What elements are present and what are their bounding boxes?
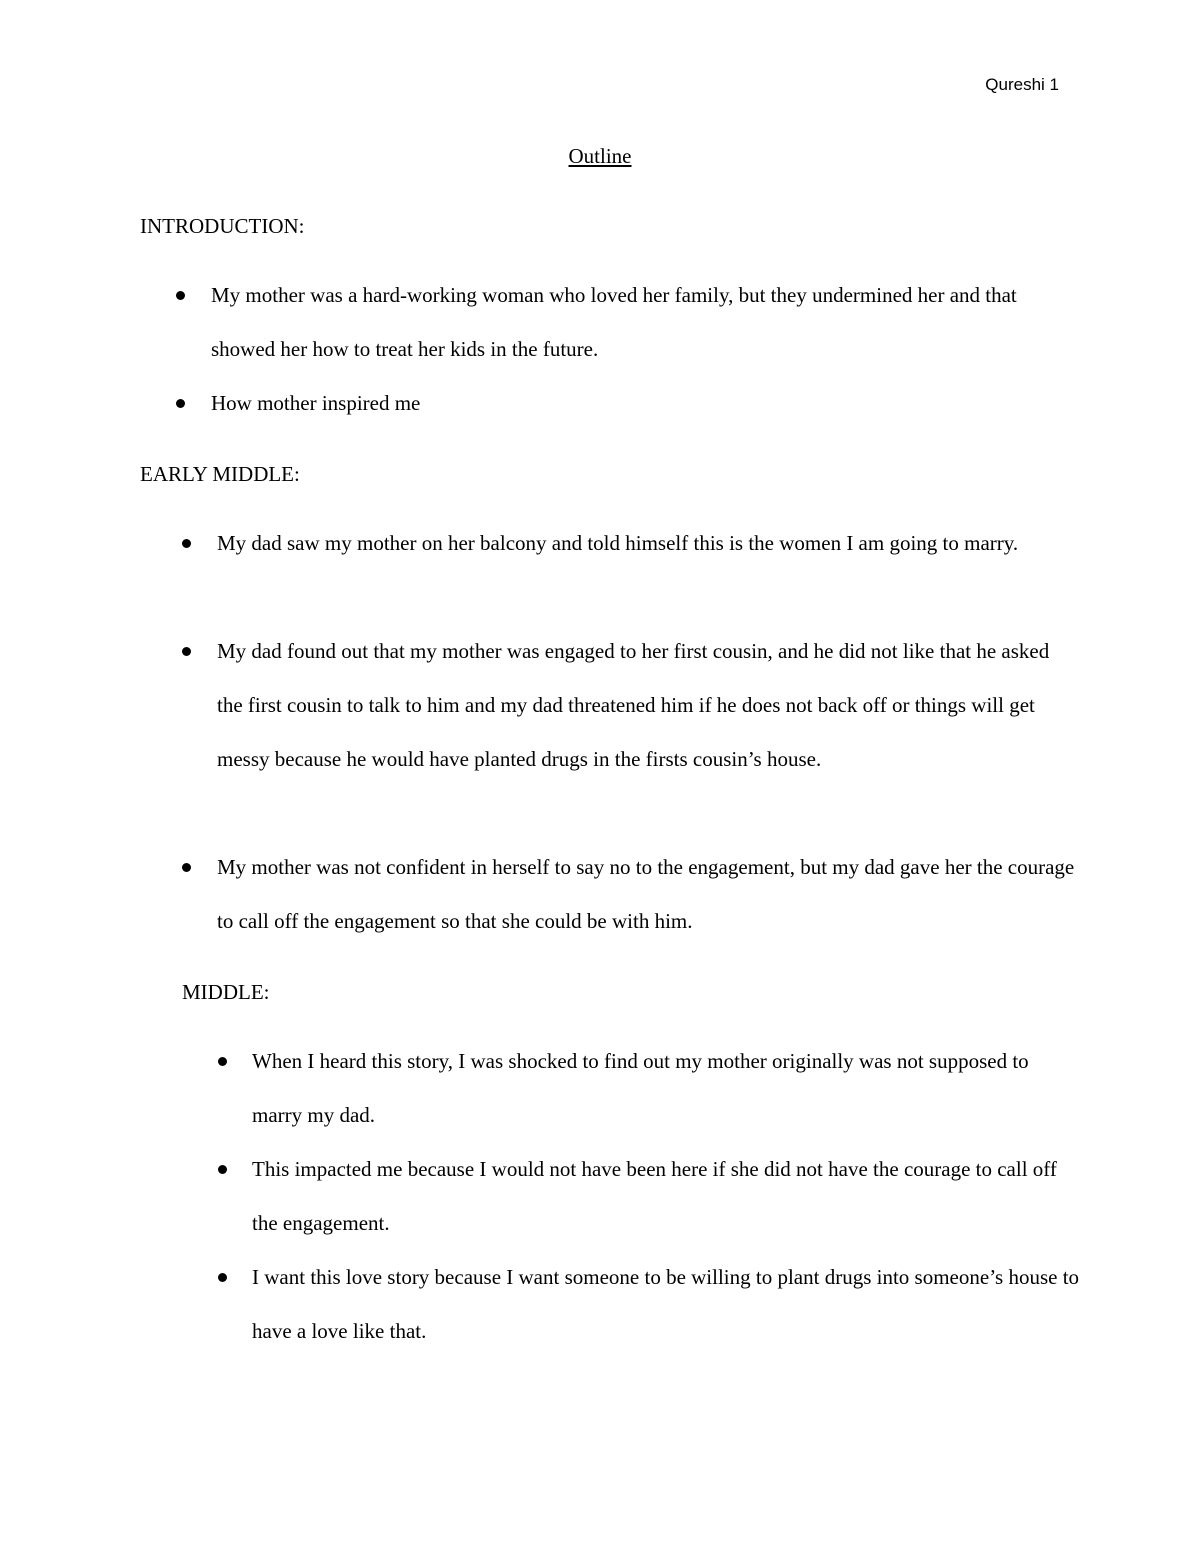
- bullet-icon: [176, 291, 185, 300]
- bullet-icon: [218, 1057, 227, 1066]
- list-item: [217, 840, 1077, 948]
- list-item-text: My mother was not confident in herself to say no to the engagement, but my dad gave her the courage to call off the engagement so that she could be with him.: [217, 855, 1075, 933]
- bullet-icon: [176, 399, 185, 408]
- section-heading-middle: MIDDLE:: [182, 980, 270, 1004]
- list-item-text: How mother inspired me: [211, 391, 421, 415]
- bullet-icon: [218, 1273, 227, 1282]
- section-heading-early-middle: EARLY MIDDLE:: [140, 462, 300, 486]
- list-item: [252, 1034, 1082, 1142]
- list-item: [252, 1142, 1082, 1250]
- list-item: [217, 516, 1077, 570]
- bullet-icon: [182, 647, 191, 656]
- list-item: [211, 376, 1071, 430]
- page-header: Qureshi 1: [985, 75, 1059, 94]
- list-item-text: My mother was a hard-working woman who loved her family, but they undermined her and that showed her how to treat her kids in the future.: [211, 283, 1017, 361]
- list-item-text: This impacted me because I would not have been here if she did not have the courage to call off the engagement.: [252, 1157, 1057, 1235]
- list-item: [211, 268, 1071, 376]
- bullet-icon: [182, 863, 191, 872]
- list-item: [217, 624, 1077, 786]
- list-item-text: My dad found out that my mother was engaged to her first cousin, and he did not like that he asked the first cousin to talk to him and my dad threatened him if he does not back off or things will get messy because he would have planted drugs in the firsts cousin’s house.: [217, 639, 1050, 771]
- list-item-text: I want this love story because I want someone to be willing to plant drugs into someone’s house to have a love like that.: [252, 1265, 1080, 1343]
- document-title: Outline: [568, 144, 632, 168]
- list-item: [252, 1250, 1082, 1358]
- bullet-icon: [182, 539, 191, 548]
- list-item-text: When I heard this story, I was shocked to find out my mother originally was not supposed to marry my dad.: [252, 1049, 1029, 1127]
- list-item-text: My dad saw my mother on her balcony and told himself this is the women I am going to marry.: [217, 531, 1019, 555]
- bullet-icon: [218, 1165, 227, 1174]
- section-heading-introduction: INTRODUCTION:: [140, 214, 305, 238]
